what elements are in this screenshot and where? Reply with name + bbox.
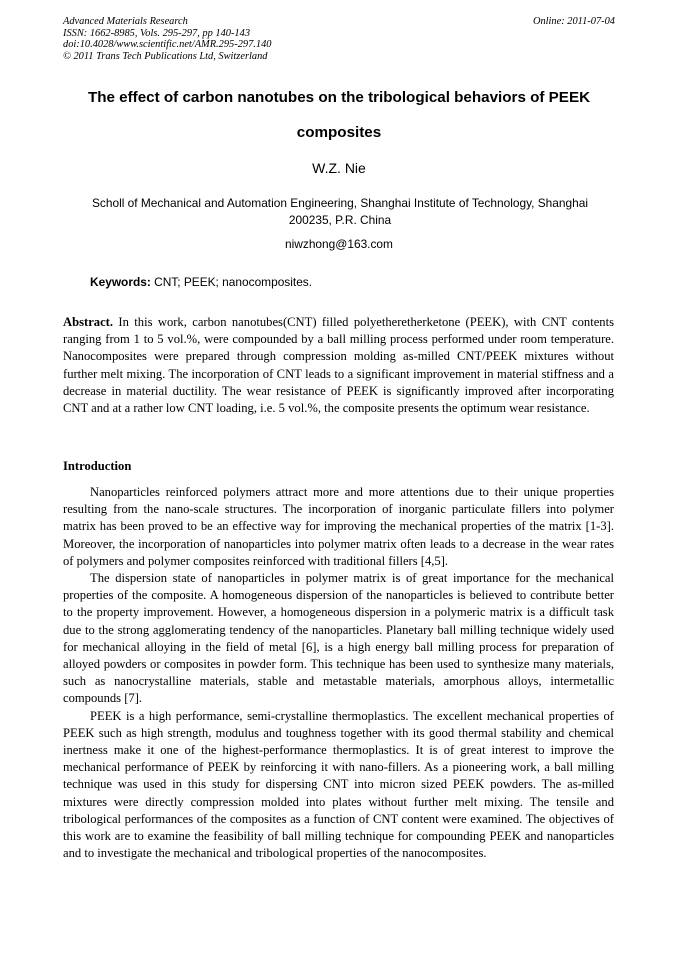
journal-name: Advanced Materials Research	[63, 16, 188, 27]
keywords	[90, 275, 312, 289]
introduction-paragraph-2: The dispersion state of nanoparticles in polymer matrix is of great importance for the mechanical properties of the composite. A homogeneous dispersion of the nanoparticles is believed to contribute better to the property improvement. However, a homogeneous dispersion in a polymeric matrix is a difficult task due to the strong agglomerating tendency of the nanoparticles. Planetary ball milling technique widely used for mechanical alloying in the field of metal [6], is a high energy ball milling process for preparation of alloyed powders or composites in powder form. This technique has been used to synthesize many materials, such as nanocrystalline materials, stable and metastable materials, amorphous alloys, intermetallic compounds [7].	[63, 571, 614, 706]
keywords-label: Keywords:	[90, 275, 151, 289]
paper-title-line-1: The effect of carbon nanotubes on the tribological behaviors of PEEK	[87, 89, 591, 106]
author-affiliation: Scholl of Mechanical and Automation Engineering, Shanghai Institute of Technology, Shanghai 200235, P.R. China	[91, 196, 588, 227]
keywords-text: CNT; PEEK; nanocomposites.	[154, 275, 313, 289]
author-email: niwzhong@163.com	[285, 237, 393, 251]
online-date: Online: 2011-07-04	[532, 16, 615, 27]
abstract	[63, 314, 614, 417]
journal-copyright: © 2011 Trans Tech Publications Ltd, Switzerland	[63, 50, 268, 62]
abstract-label: Abstract.	[63, 315, 114, 329]
journal-issn: ISSN: 1662-8985, Vols. 295-297, pp 140-143	[63, 27, 251, 39]
paper-title-line-2: composites	[296, 124, 382, 141]
abstract-text: In this work, carbon nanotubes(CNT) filled polyetheretherketone (PEEK), with CNT contents ranging from 1 to 5 vol.%, were compounded by a ball milling process performed under room temperature. Nanocomposites were prepared through compression molding as-milled CNT/PEEK mixtures without further melt mixing. The incorporation of CNT leads to a significant improvement in material stiffness and a decrease in material ductility. The wear resistance of PEEK is significantly improved after incorporating CNT and at a rather low CNT loading, i.e. 5 vol.%, the composite presents the optimum wear resistance.	[63, 315, 614, 416]
journal-header	[63, 16, 271, 62]
introduction-body	[63, 484, 614, 862]
introduction-heading: Introduction	[63, 459, 132, 473]
journal-doi: doi:10.4028/www.scientific.net/AMR.295-297.140	[63, 39, 272, 50]
author-name: W.Z. Nie	[312, 160, 366, 176]
introduction-paragraph-3: PEEK is a high performance, semi-crystalline thermoplastics. The excellent mechanical properties of PEEK such as high strength, modulus and toughness together with its good thermal stability and chemical inertness make it one of the highest-performance thermoplastics. It is of great interest to improve the mechanical performance of PEEK by reinforcing it with nano-fillers. As a pioneering work, a ball milling technique was used in this study for dispersing CNT into micron sized PEEK powders. The as-milled mixtures were directly compression molded into plates without further melt mixing. The tensile and tribological performances of the composites as a function of CNT content were examined. The objectives of this work are to examine the feasibility of ball milling technique for compounding PEEK and nanoparticles and to investigate the mechanical and tribological properties of the nanocomposites.	[63, 708, 614, 861]
introduction-paragraph-1: Nanoparticles reinforced polymers attract more and more attentions due to their unique properties resulting from the nano-scale structures. The incorporation of inorganic particulate fillers into polymer matrix has been proved to be an effective way for improving the mechanical properties of the matrix [1-3]. Moreover, the incorporation of nanoparticles into polymer matrix often leads to a decrease in the wear rates of polymers and polymer composites reinforced with traditional fillers [4,5].	[63, 485, 614, 568]
